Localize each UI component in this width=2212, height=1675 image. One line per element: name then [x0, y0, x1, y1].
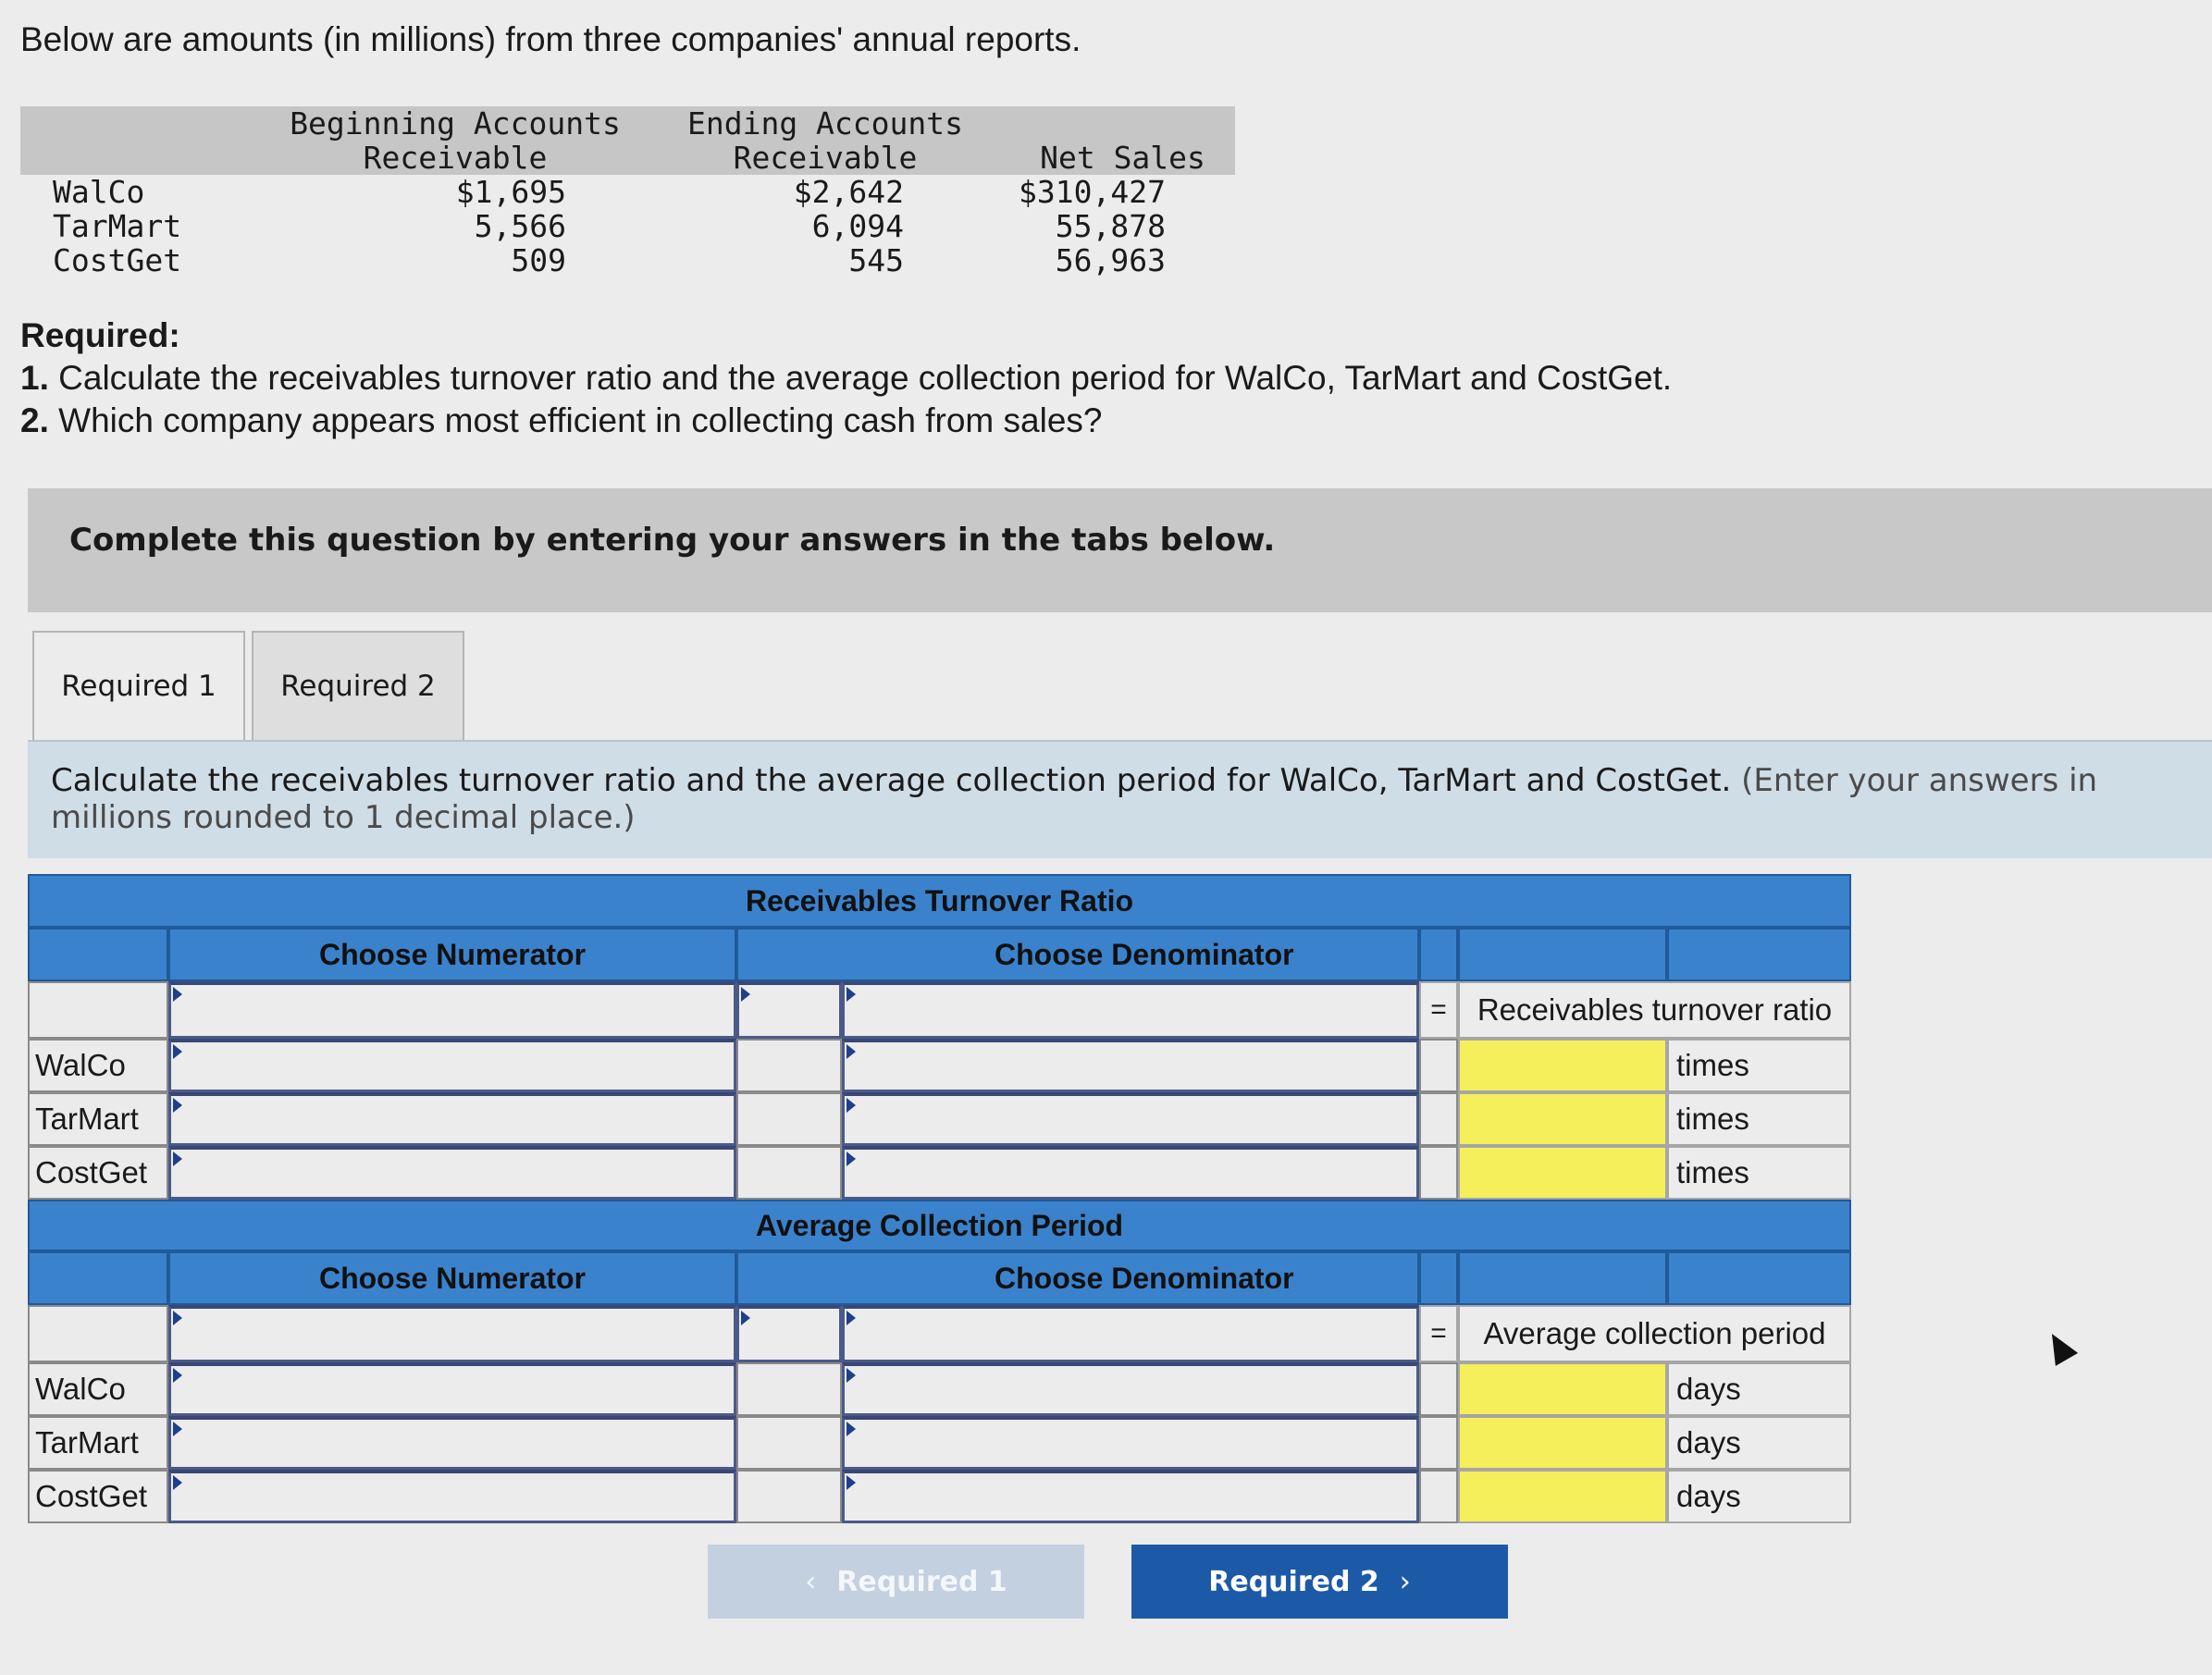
acp-costget-answer-input[interactable]	[1458, 1470, 1667, 1523]
table-row: CostGet 509 545 56,963	[53, 242, 1166, 278]
acp-tarmart-eq	[1419, 1416, 1458, 1470]
acp-walco-answer-input[interactable]	[1458, 1362, 1667, 1416]
acp-company-tarmart: TarMart	[28, 1416, 168, 1470]
rt-denominator-header: Choose Denominator	[736, 928, 1419, 981]
data-table	[20, 106, 1235, 277]
acp-costget-numerator-input[interactable]	[168, 1470, 736, 1523]
rt-tarmart-numerator-input[interactable]	[168, 1092, 736, 1146]
mouse-cursor-icon	[2041, 1327, 2078, 1366]
table-row: TarMart 5,566 6,094 55,878	[53, 208, 1166, 244]
tab-required-2[interactable]: Required 2	[252, 631, 464, 740]
required-item-2: 2. Which company appears most efficient in collecting cash from sales?	[20, 401, 1103, 439]
rt-company-walco: WalCo	[28, 1039, 168, 1092]
answer-grid	[28, 874, 1851, 1521]
acp-tarmart-operator	[736, 1416, 842, 1470]
rt-company-costget: CostGet	[28, 1146, 168, 1200]
rt-tarmart-eq	[1419, 1092, 1458, 1146]
acp-tarmart-denominator-input[interactable]	[842, 1416, 1419, 1470]
acp-denominator-dropdown[interactable]	[842, 1305, 1419, 1362]
acp-title: Average Collection Period	[28, 1200, 1851, 1251]
next-button[interactable]: Required 2 ›	[1131, 1545, 1508, 1619]
acp-header-unit	[1667, 1251, 1851, 1305]
col-net-sales: Net Sales	[1010, 106, 1235, 175]
acp-numerator-dropdown[interactable]	[168, 1305, 736, 1362]
tab-required-1[interactable]: Required 1	[32, 631, 245, 740]
rt-costget-numerator-input[interactable]	[168, 1146, 736, 1200]
rt-result-label: Receivables turnover ratio	[1458, 981, 1851, 1039]
chevron-right-icon: ›	[1399, 1565, 1411, 1598]
required-item-1: 1. Calculate the receivables turnover ratio and the average collection period for WalCo, TarMart and CostGet.	[20, 359, 1673, 397]
acp-denominator-header: Choose Denominator	[736, 1251, 1419, 1305]
acp-walco-eq	[1419, 1362, 1458, 1416]
acp-equals: =	[1419, 1305, 1458, 1362]
rt-tarmart-unit: times	[1667, 1092, 1851, 1146]
rt-numerator-header: Choose Numerator	[168, 928, 736, 981]
acp-tarmart-numerator-input[interactable]	[168, 1416, 736, 1470]
acp-tarmart-unit: days	[1667, 1416, 1851, 1470]
acp-header-result	[1458, 1251, 1667, 1305]
acp-costget-operator	[736, 1470, 842, 1523]
acp-costget-denominator-input[interactable]	[842, 1470, 1419, 1523]
col-ending-ar: Ending Accounts Receivable	[640, 106, 1010, 175]
rt-header-blank	[28, 928, 168, 981]
acp-walco-numerator-input[interactable]	[168, 1362, 736, 1416]
rt-operator-dropdown[interactable]	[736, 981, 842, 1039]
rt-header-eq	[1419, 928, 1458, 981]
rt-walco-eq	[1419, 1039, 1458, 1092]
rt-walco-operator	[736, 1039, 842, 1092]
rt-tarmart-operator	[736, 1092, 842, 1146]
table-row: WalCo $1,695 $2,642 $310,427	[53, 174, 1166, 210]
col-beginning-ar: Beginning Accounts Receivable	[270, 106, 640, 175]
rt-denominator-dropdown[interactable]	[842, 981, 1419, 1039]
acp-result-label: Average collection period	[1458, 1305, 1851, 1362]
acp-header-eq	[1419, 1251, 1458, 1305]
rt-company-tarmart: TarMart	[28, 1092, 168, 1146]
instructions-banner: Complete this question by entering your answers in the tabs below.	[28, 488, 2212, 612]
acp-label-blank	[28, 1305, 168, 1362]
acp-company-costget: CostGet	[28, 1470, 168, 1523]
acp-walco-unit: days	[1667, 1362, 1851, 1416]
rt-label-blank	[28, 981, 168, 1039]
rt-costget-operator	[736, 1146, 842, 1200]
rt-walco-denominator-input[interactable]	[842, 1039, 1419, 1092]
acp-numerator-header: Choose Numerator	[168, 1251, 736, 1305]
col-blank	[20, 106, 270, 175]
acp-walco-denominator-input[interactable]	[842, 1362, 1419, 1416]
acp-walco-operator	[736, 1362, 842, 1416]
acp-company-walco: WalCo	[28, 1362, 168, 1416]
acp-costget-eq	[1419, 1470, 1458, 1523]
required-title: Required:	[20, 316, 180, 354]
rt-title: Receivables Turnover Ratio	[28, 874, 1851, 928]
rt-costget-denominator-input[interactable]	[842, 1146, 1419, 1200]
question-instruction: Calculate the receivables turnover ratio and the average collection period for WalCo, TarMart and CostGet. (Enter your answers in millions rounded to 1 decimal place.)	[28, 740, 2212, 858]
rt-walco-answer-input[interactable]	[1458, 1039, 1667, 1092]
rt-tarmart-answer-input[interactable]	[1458, 1092, 1667, 1146]
rt-header-unit	[1667, 928, 1851, 981]
rt-header-result	[1458, 928, 1667, 981]
acp-tarmart-answer-input[interactable]	[1458, 1416, 1667, 1470]
rt-costget-answer-input[interactable]	[1458, 1146, 1667, 1200]
rt-numerator-dropdown[interactable]	[168, 981, 736, 1039]
required-section	[20, 314, 1672, 442]
acp-costget-unit: days	[1667, 1470, 1851, 1523]
rt-walco-unit: times	[1667, 1039, 1851, 1092]
rt-equals: =	[1419, 981, 1458, 1039]
rt-walco-numerator-input[interactable]	[168, 1039, 736, 1092]
chevron-left-icon: ‹	[805, 1565, 817, 1598]
prev-button[interactable]: ‹ Required 1	[708, 1545, 1084, 1619]
rt-costget-unit: times	[1667, 1146, 1851, 1200]
intro-text: Below are amounts (in millions) from three companies' annual reports.	[20, 20, 1081, 58]
rt-tarmart-denominator-input[interactable]	[842, 1092, 1419, 1146]
acp-header-blank	[28, 1251, 168, 1305]
rt-costget-eq	[1419, 1146, 1458, 1200]
acp-operator-dropdown[interactable]	[736, 1305, 842, 1362]
